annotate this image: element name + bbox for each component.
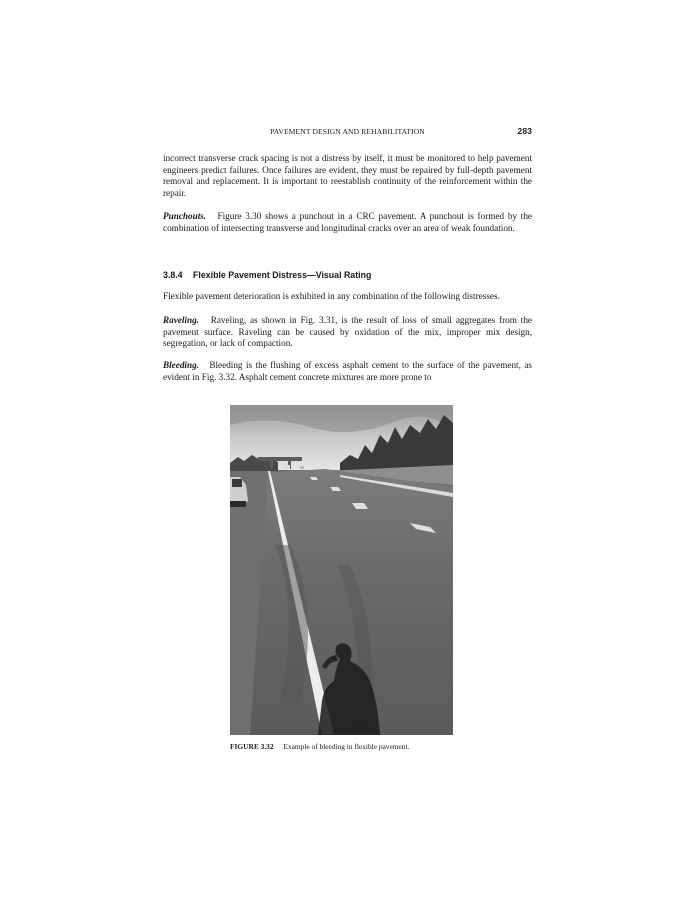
raveling-heading: Raveling. [163,315,199,325]
section-number: 3.8.4 [163,270,183,280]
bleeding-text: Bleeding is the flushing of excess asphalt cement to the surface of the pavement, as evident in Fig. 3.32. Asphalt cement concrete mixtures are more prone to [163,360,532,382]
page-number: 283 [517,126,532,136]
running-title: PAVEMENT DESIGN AND REHABILITATION [270,127,425,136]
paragraph-flexible-intro: Flexible pavement deterioration is exhibited in any combination of the following distresses. [163,291,500,301]
running-head [163,127,532,139]
punchouts-heading: Punchouts. [163,211,207,221]
bleeding-heading: Bleeding. [163,360,199,370]
raveling-text: Raveling, as shown in Fig. 3.31, is the result of loss of small aggregates from the pavement surface. Raveling can be caused by oxidation of the mix, improper mix design, segregation, or lack of compaction. [163,315,532,349]
punchouts-text: Figure 3.30 shows a punchout in a CRC pavement. A punchout is formed by the combination of intersecting transverse and longitudinal cracks over an area of weak foundation. [163,211,533,233]
section-heading [163,270,532,280]
figure-caption-text: Example of bleeding in flexible pavement. [283,742,410,751]
figure-caption [230,742,560,752]
figure-label: FIGURE 3.32 [230,742,274,751]
section-title: Flexible Pavement Distress—Visual Rating [193,270,372,280]
figure-photo-bleeding-pavement [230,405,453,735]
paragraph-raveling [163,315,532,350]
paragraph-bleeding [163,360,532,383]
paragraph-punchouts [163,211,532,234]
paragraph-crack-spacing: incorrect transverse crack spacing is not a distress by itself, it must be monitored to help pavement engineers predict failures. Once failures are evident, they must be repaired by full-depth pavement removal and replacement. It is important to reestablish continuity of the reinforcement within the repair. [163,153,532,198]
